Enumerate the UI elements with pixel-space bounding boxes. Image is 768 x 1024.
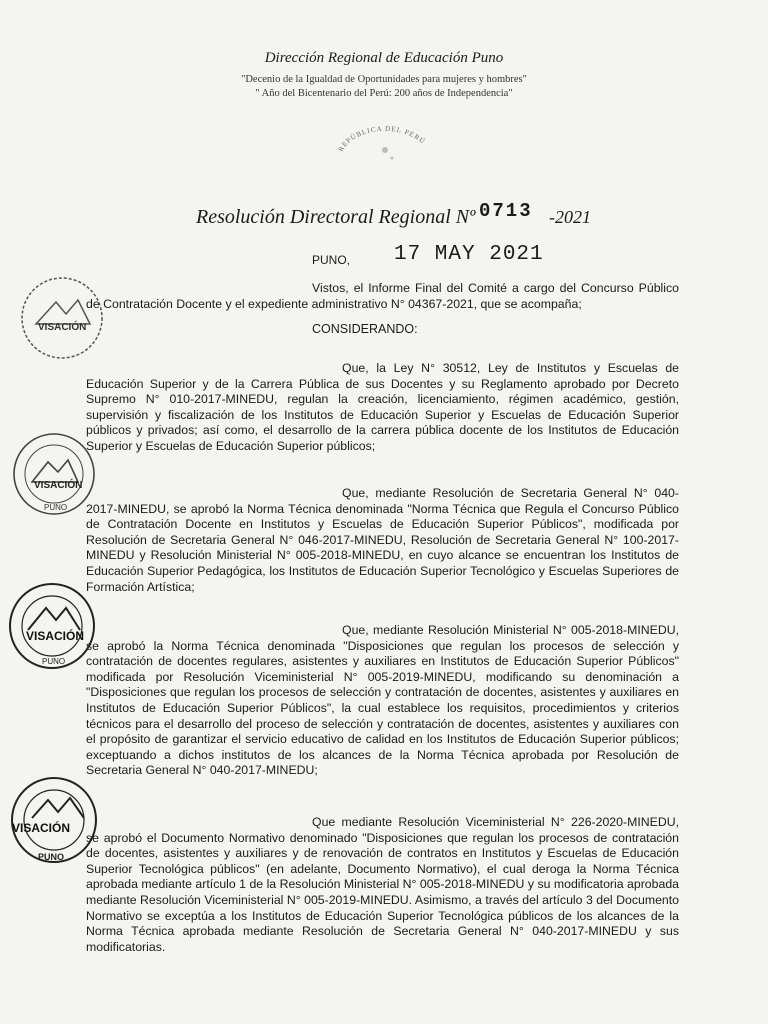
visacion-stamp-2: [6, 428, 106, 520]
resolution-title: Resolución Directoral Regional Nº: [196, 206, 476, 228]
considering-paragraph-2: Que, mediante Resolución de Secretaria General N° 040-2017-MINEDU, se aprobó la Norma Técnica denominada "Norma Técnica que Regula el Concurso Público de Contratación Docente en Institutos y Escuelas de Educación Superior Públicos", modificada por Resolución de Secretaria General N° 046-2017-MINEDU, Resolución de Secretaria General N° 100-2017-MINEDU y Resolución Ministerial N° 005-2018-MINEDU, en cuyo alcance se encuentran los Institutos de Educación Superior Pedagógica, los Institutos de Educación Superior Tecnológico y Escuelas Superiores de Formación Artística;: [86, 486, 679, 594]
resolution-number: 0713: [479, 200, 533, 222]
considerando-heading: CONSIDERANDO:: [312, 322, 418, 336]
svg-text:VISACIÓN: VISACIÓN: [26, 629, 85, 643]
svg-text:VISACIÓN: VISACIÓN: [38, 322, 87, 333]
svg-text:VISACIÓN: VISACIÓN: [34, 480, 83, 491]
resolution-year: -2021: [549, 207, 591, 227]
considering-paragraph-3: Que, mediante Resolución Ministerial N° 005-2018-MINEDU, se aprobó la Norma Técnica denominada "Disposiciones que regulan los procesos de selección y contratación de docentes regulares, asistentes y auxiliares en Institutos de Educación Superior Públicos" modificada por Resolución Viceministerial N° 005-2019-MINEDU, modificando su denominación a "Disposiciones que regulan los procesos de selección y contratación de docentes, asistentes y auxiliares en Institutos de Educación Superior Públicos", la cual establece los requisitos, procedimientos y criterios técnicos para el desarrollo del proceso de selección y contratación de docentes, asistentes y auxiliares con el propósito de garantizar el servicio educativo de calidad en los Institutos de Educación Superior públicos; exceptuando a dichos institutos de los alcances de la Norma Técnica aprobada por Resolución de Secretaria General N° 040-2017-MINEDU;: [86, 623, 679, 778]
motto-line-2: " Año del Bicentenario del Perú: 200 años de Independencia": [255, 88, 513, 99]
svg-text:VISACIÓN: VISACIÓN: [12, 821, 71, 835]
motto-line-1: "Decenio de la Igualdad de Oportunidades para mujeres y hombres": [241, 74, 527, 85]
visacion-stamp-1: [16, 272, 108, 364]
national-seal: [330, 112, 440, 172]
considering-paragraph-1: Que, la Ley N° 30512, Ley de Institutos y Escuelas de Educación Superior y de la Carrera Pública de sus Docentes y su Reglamento aprobado por Decreto Supremo N° 010-2017-MINEDU, regulan la creación, licenciamiento, régimen académico, gestión, supervisión y fiscalización de los Institutos de Educación Superior y Escuelas de Educación Superior públicos y privados; así como, el desarrollo de la carrera pública docente de los Institutos de Educación Superior y Escuelas de Educación Superior públicos;: [86, 361, 679, 453]
institution-name: Dirección Regional de Educación Puno: [264, 50, 504, 66]
visacion-stamp-4: [4, 772, 108, 868]
vistos-paragraph: Vistos, el Informe Final del Comité a cargo del Concurso Público de Contratación Docente y el expediente administrativo N° 04367-2021, que se acompaña;: [86, 281, 679, 311]
visacion-stamp-3: [2, 578, 106, 674]
svg-text:PUNO: PUNO: [42, 657, 66, 666]
seal-text: REPÚBLICA DEL PERÚ: [336, 124, 427, 154]
svg-text:PUNO: PUNO: [44, 503, 68, 512]
date-stamp: 17 MAY 2021: [394, 243, 544, 266]
considering-paragraph-4: Que mediante Resolución Viceministerial N° 226-2020-MINEDU, se aprobó el Documento Normativo denominado "Disposiciones que regulan los procesos de contratación de docentes, asistentes y auxiliares y de renovación de contratos en Institutos y Escuelas de Educación Superior Tecnológica públicos" (en adelante, Documento Normativo), el cual deroga la Norma Técnica aprobada mediante artículo 1 de la Resolución Ministerial N° 005-2018-MINEDU y su modificatoria aprobada mediante Resolución Viceministerial N° 005-2019-MINEDU. Asimismo, a través del artículo 3 del Documento Normativo se exceptúa a los Institutos de Educación Superior Tecnológica públicos de los alcances de la Norma Técnica aprobada mediante Resolución de Secretaria General N° 040-2017-MINEDU y sus modificatorias.: [86, 815, 679, 954]
svg-text:PUNO: PUNO: [38, 852, 65, 862]
place-label: PUNO,: [312, 253, 351, 267]
svg-text:REPÚBLICA DEL PERÚ: [337, 125, 427, 153]
